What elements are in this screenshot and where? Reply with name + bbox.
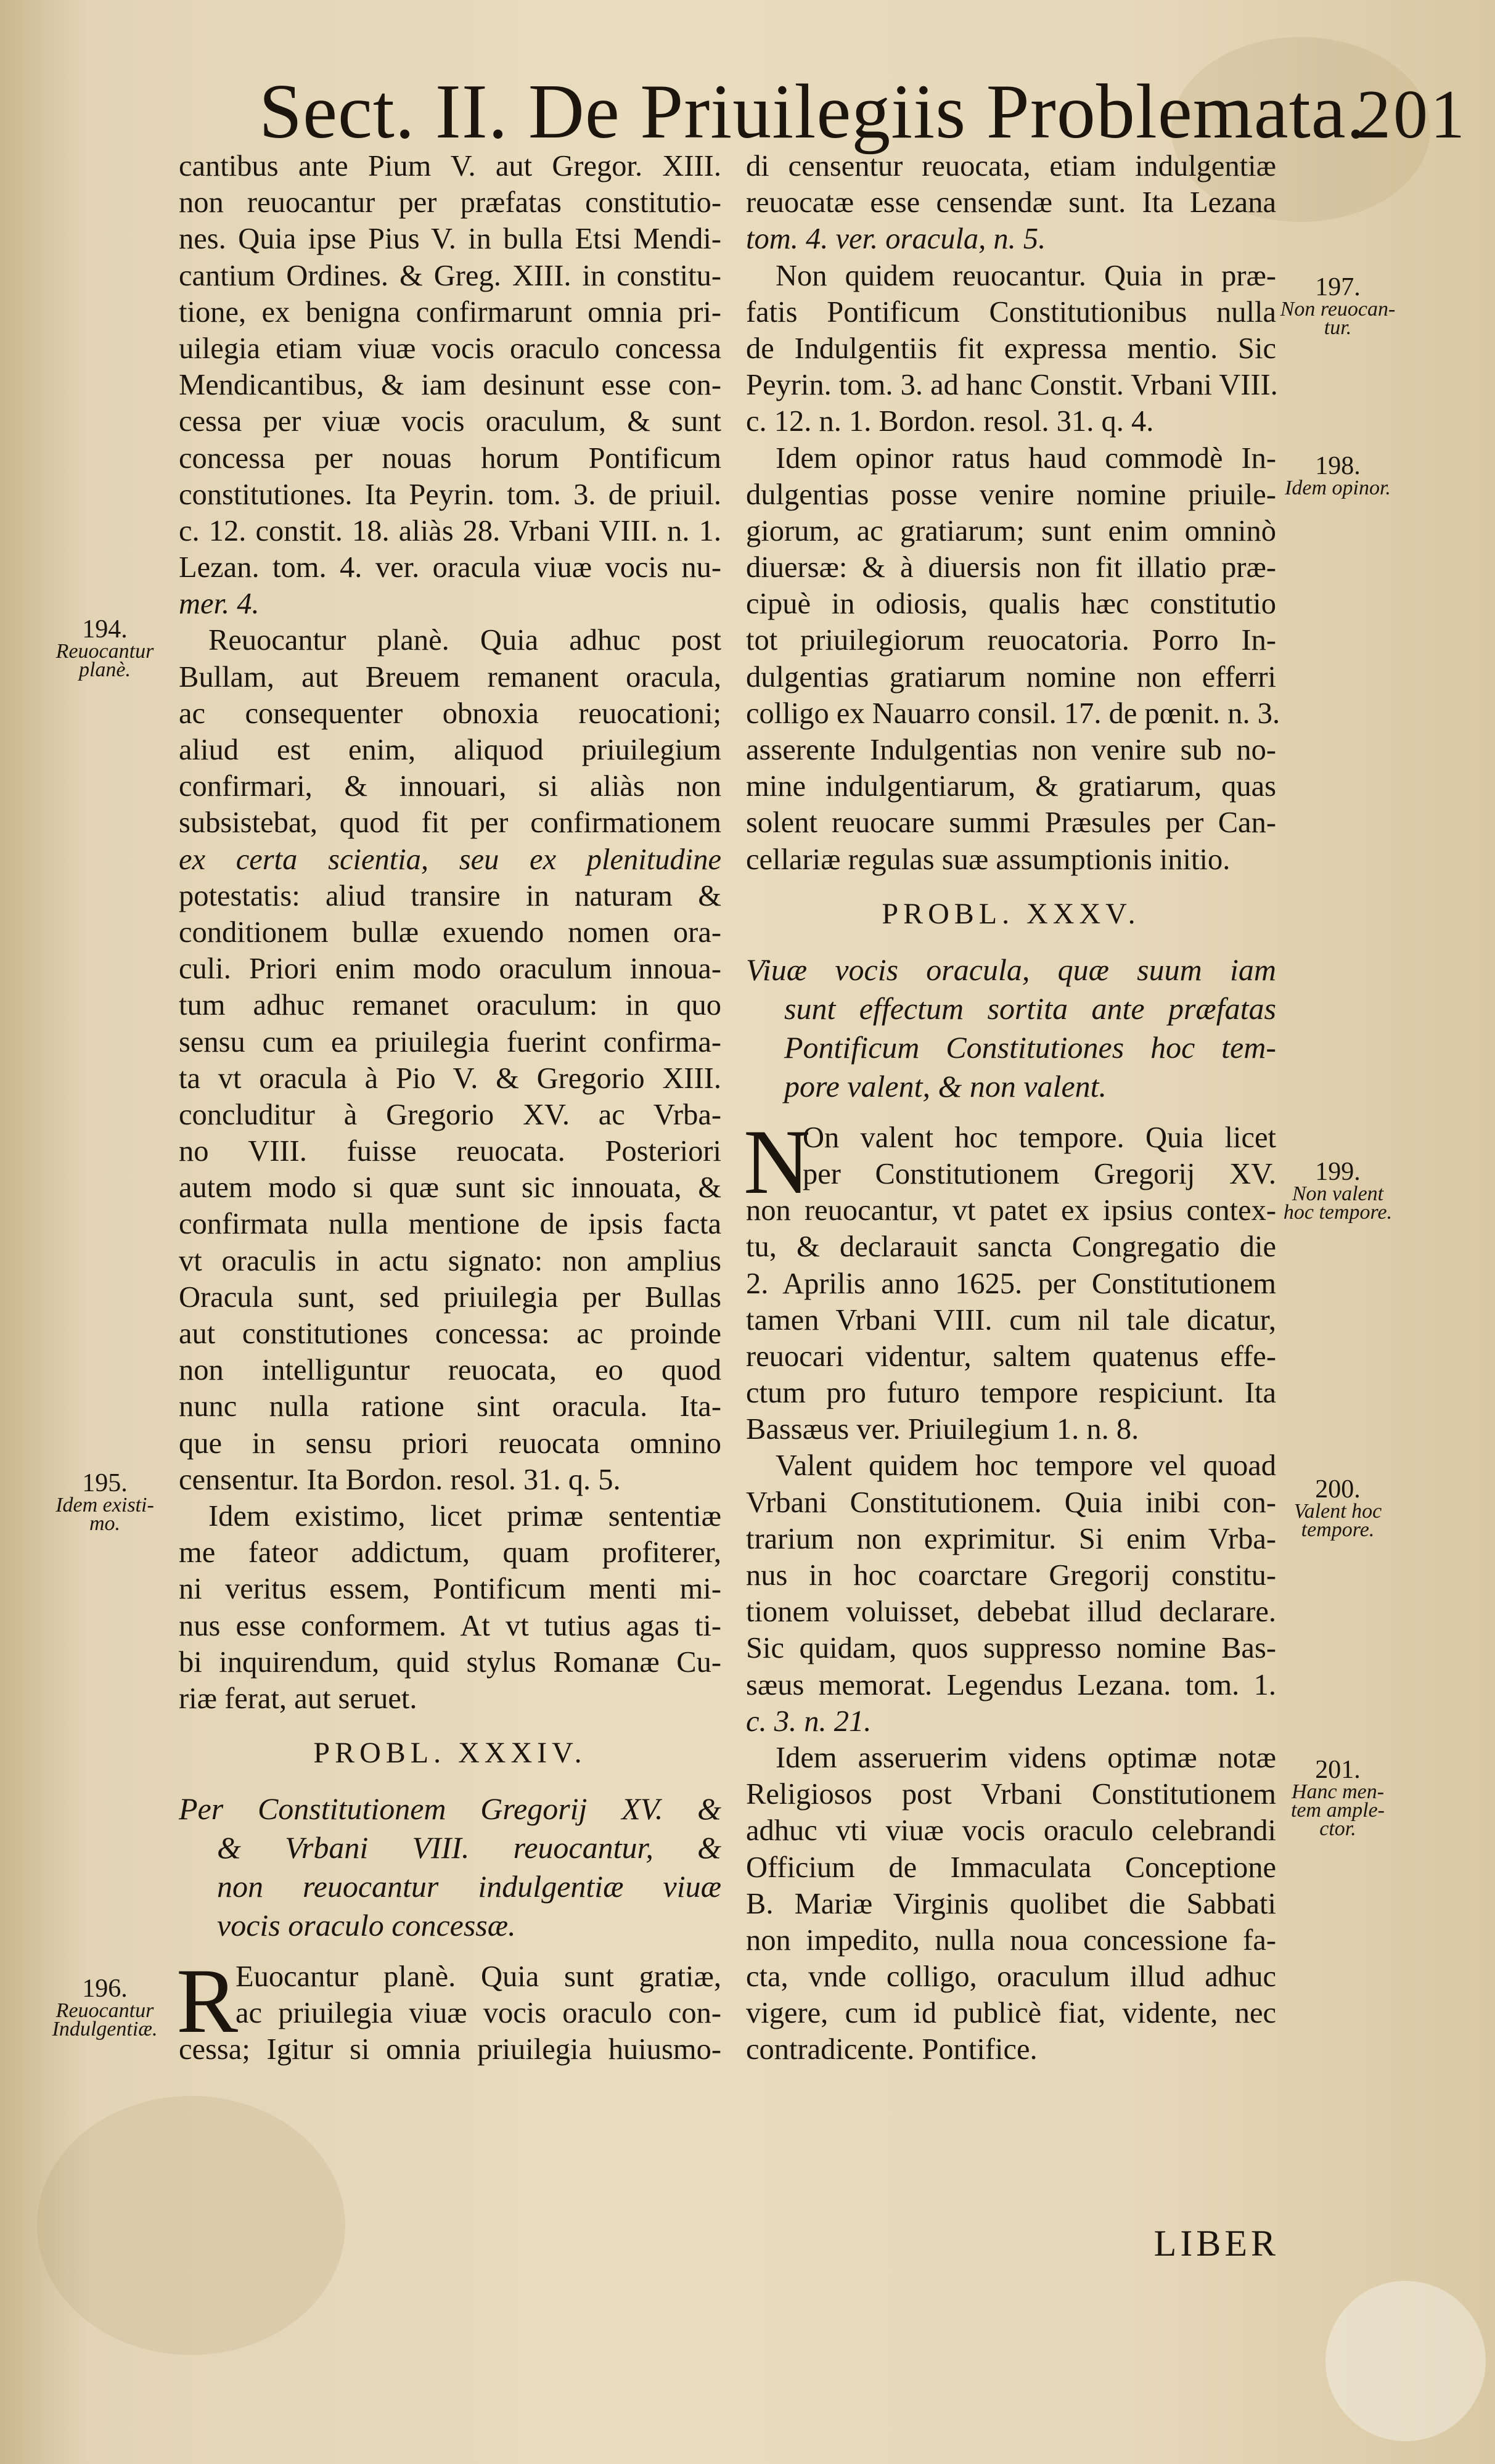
text-line: Mendicantibus, & iam desinunt esse con- xyxy=(179,369,721,402)
text-line: culi. Priori enim modo oraculum innoua- xyxy=(179,952,721,986)
text-line: aut constitutiones concessa: ac proinde xyxy=(179,1317,721,1350)
paragraph xyxy=(176,1950,721,2068)
text-line: que in sensu priori reuocata omnino xyxy=(179,1426,721,1460)
margin-note-text: Non reuocan- xyxy=(1280,298,1396,321)
text-line: reuocatæ esse censendæ sunt. Ita Lezana xyxy=(746,186,1276,219)
text-line: contradicente. Pontifice. xyxy=(746,2033,1038,2066)
text-line: tu, & declarauit sancta Congregatio die xyxy=(746,1230,1276,1264)
text-line: ac consequenter obnoxia reuocationi; xyxy=(179,697,721,730)
margin-note-text: Idem existi- xyxy=(55,1494,154,1516)
margin-note-number: 197. xyxy=(1315,273,1361,301)
text-line: dulgentias gratiarum nomine non efferri xyxy=(746,660,1276,694)
margin-note xyxy=(43,1976,166,2039)
text-line: trarium non exprimitur. Si enim Vrba- xyxy=(746,1522,1276,1555)
paragraph xyxy=(743,1110,1276,1448)
text-line: non reuocantur, vt patet ex ipsius contex- xyxy=(746,1194,1276,1227)
text-line: per Constitutionem Gregorij XV. xyxy=(803,1157,1276,1190)
margin-note-text: Valent hoc xyxy=(1293,1500,1382,1523)
margin-note-text: planè. xyxy=(78,658,131,681)
paper-stain xyxy=(37,2096,345,2355)
text-line: ta vt oracula à Pio V. & Gregorio XIII. xyxy=(179,1062,721,1095)
text-line: vt oraculis in actu signato: non amplius xyxy=(179,1244,721,1277)
margin-note-text: Idem opinor. xyxy=(1285,477,1391,499)
text-line: de Indulgentiis fit expressa mentio. Sic xyxy=(746,332,1276,365)
text-line: aliud est enim, aliquod priuilegium xyxy=(179,734,721,766)
text-line: non impedito, nulla noua concessione fa- xyxy=(746,1923,1276,1957)
text-line: vigere, cum id publicè fiat, vidente, nec xyxy=(746,1997,1276,2030)
text-line: subsistebat, quod fit per confirmationem xyxy=(179,806,721,840)
text-line: Euocantur planè. Quia sunt gratiæ, xyxy=(236,1960,721,1994)
text-line: cantium Ordines. & Greg. XIII. in constitu- xyxy=(179,259,721,292)
text-line: sunt effectum sortita ante præfatas xyxy=(784,991,1276,1026)
margin-note-number: 201. xyxy=(1315,1756,1361,1784)
text-line: fatis Pontificum Constitutionibus nulla xyxy=(746,295,1276,329)
text-line: giorum, ac gratiarum; sunt enim omninò xyxy=(746,514,1276,547)
margin-note-text: Reuocantur xyxy=(55,640,154,663)
margin-note-text: Hanc men- xyxy=(1291,1780,1385,1803)
text-line: tum adhuc remanet oraculum: in quo xyxy=(179,989,721,1022)
margin-note-text: Reuocantur xyxy=(55,1999,154,2022)
left-column xyxy=(176,148,721,2068)
text-line: reuocari videntur, saltem quatenus effe- xyxy=(746,1340,1276,1373)
paragraph xyxy=(746,1740,1276,2068)
text-line: c. 12. constit. 18. aliàs 28. Vrbani VIII. n. 1. xyxy=(179,514,721,547)
text-line: no VIII. fuisse reuocata. Posteriori xyxy=(179,1135,721,1168)
text-line: Idem existimo, licet primæ sententiæ xyxy=(208,1499,721,1533)
text-line: concessa per nouas horum Pontificum xyxy=(179,441,721,475)
margin-note-text: hoc tempore. xyxy=(1283,1201,1393,1224)
text-line: c. 3. n. 21. xyxy=(746,1705,872,1738)
text-line: uilegia etiam viuæ vocis oraculo concessa xyxy=(179,332,721,365)
margin-note-text: Non valent xyxy=(1292,1182,1384,1205)
right-column xyxy=(743,148,1280,2068)
text-line: ex certa scientia, seu ex plenitudine xyxy=(179,843,721,876)
problem-summary xyxy=(746,951,1276,1106)
text-line: Reuocantur planè. Quia adhuc post xyxy=(208,624,721,657)
text-line: solent reuocare summi Præsules per Can- xyxy=(746,806,1276,840)
text-line: conditionem bullæ exuendo nomen ora- xyxy=(179,915,721,949)
text-line: pore valent, & non valent. xyxy=(784,1068,1107,1103)
paragraph xyxy=(179,622,721,1498)
text-line: ac priuilegia viuæ vocis oraculo con- xyxy=(236,1997,721,2030)
text-line: cellariæ regulas suæ assumptionis initio. xyxy=(746,843,1231,876)
text-line: mer. 4. xyxy=(179,587,260,621)
text-line: cessa; Igitur si omnia priuilegia huiusmo- xyxy=(179,2033,721,2066)
text-line: Oracula sunt, sed priuilegia per Bullas xyxy=(179,1280,721,1314)
text-line: nus in hoc coarctare Gregorij constitu- xyxy=(746,1559,1276,1592)
running-title: Sect. II. De Priuilegiis Problemata. xyxy=(259,69,1367,155)
margin-note-number: 200. xyxy=(1315,1475,1361,1504)
text-line: dulgentias posse venire nomine priuile- xyxy=(746,478,1276,511)
paragraph xyxy=(179,148,721,622)
text-line: censentur. Ita Bordon. resol. 31. q. 5. xyxy=(179,1463,621,1496)
text-line: Sic quidam, quos suppresso nomine Bas- xyxy=(746,1632,1276,1665)
text-line: Idem opinor ratus haud commodè In- xyxy=(776,441,1276,475)
paper-tear xyxy=(1325,2281,1486,2441)
running-header xyxy=(259,68,1467,154)
text-line: nes. Quia ipse Pius V. in bulla Etsi Mendi- xyxy=(179,223,721,256)
text-line: constitutiones. Ita Peyrin. tom. 3. de priuil. xyxy=(179,478,721,511)
problem-summary xyxy=(179,1790,721,1945)
text-line: nunc nulla ratione sint oracula. Ita- xyxy=(179,1390,721,1423)
text-line: adhuc vti viuæ vocis oraculo celebrandi xyxy=(746,1814,1276,1848)
text-line: & Vrbani VIII. reuocantur, & xyxy=(217,1830,721,1865)
text-line: vocis oraculo concessæ. xyxy=(217,1908,516,1943)
text-line: riæ ferat, aut seruet. xyxy=(179,1682,417,1715)
margin-note-number: 199. xyxy=(1315,1158,1361,1186)
text-line: Non quidem reuocantur. Quia in præ- xyxy=(776,259,1276,292)
drop-capital: N xyxy=(743,1110,811,1213)
text-line: cessa per viuæ vocis oraculum, & sunt xyxy=(179,405,721,438)
text-line: On valent hoc tempore. Quia licet xyxy=(803,1121,1276,1154)
text-line: confirmata nulla mentione de ipsis facta xyxy=(179,1208,721,1241)
margin-note xyxy=(1276,1476,1399,1539)
margin-note-text: tur. xyxy=(1324,316,1352,339)
margin-note-text: tem ample- xyxy=(1290,1799,1385,1822)
text-line: non reuocantur per præfatas constitutio- xyxy=(179,186,721,219)
text-line: me fateor addictum, quam profiterer, xyxy=(179,1536,721,1570)
text-line: potestatis: aliud transire in naturam & xyxy=(179,879,721,912)
paragraph xyxy=(746,258,1276,440)
text-line: confirmari, & innouari, si aliàs non xyxy=(179,770,721,803)
text-line: sensu cum ea priuilegia fuerint confirma- xyxy=(179,1025,721,1058)
text-line: Bassæus ver. Priuilegium 1. n. 8. xyxy=(746,1413,1139,1446)
text-line: Valent quidem hoc tempore vel quoad xyxy=(776,1449,1276,1483)
text-line: cipuè in odiosis, qualis hæc constitutio xyxy=(746,587,1276,621)
text-line: c. 12. n. 1. Bordon. resol. 31. q. 4. xyxy=(746,405,1154,438)
text-line: di censentur reuocata, etiam indulgentiæ xyxy=(746,150,1276,182)
text-line: tom. 4. ver. oracula, n. 5. xyxy=(746,223,1046,256)
text-line: Viuæ vocis oracula, quæ suum iam xyxy=(746,952,1276,987)
margin-note xyxy=(1276,1757,1399,1838)
text-line: tot priuilegiorum reuocatoria. Porro In- xyxy=(746,624,1276,657)
margin-note-text: ctor. xyxy=(1319,1817,1356,1840)
text-line: tionem voluisset, debebat illud declarare. xyxy=(746,1595,1276,1629)
page-number: 201 xyxy=(1356,76,1467,153)
margin-note-number: 198. xyxy=(1315,452,1361,480)
margin-note-text: mo. xyxy=(89,1512,121,1535)
text-line: concluditur à Gregorio XV. ac Vrba- xyxy=(179,1098,721,1131)
text-line: Idem asseruerim videns optimæ notæ xyxy=(776,1741,1276,1774)
text-line: nus esse conformem. At vt tutius agas ti- xyxy=(179,1609,721,1642)
text-line: sæus memorat. Legendus Lezana. tom. 1. xyxy=(746,1668,1276,1701)
drop-capital: R xyxy=(176,1950,239,2053)
margin-note-number: 195. xyxy=(82,1469,128,1497)
problem-heading: PROBL. XXXV. xyxy=(882,897,1141,930)
text-line: ni veritus essem, Pontificum menti mi- xyxy=(179,1573,721,1606)
text-line: B. Mariæ Virginis quolibet die Sabbati xyxy=(746,1887,1276,1920)
text-line: non reuocantur indulgentiæ viuæ xyxy=(217,1869,721,1904)
text-line: Religiosos post Vrbani Constitutionem xyxy=(746,1778,1276,1811)
text-line: Pontificum Constitutiones hoc tem- xyxy=(784,1029,1276,1065)
text-line: Lezan. tom. 4. ver. oracula viuæ vocis nu- xyxy=(179,551,721,584)
paragraph xyxy=(746,148,1276,258)
text-line: cantibus ante Pium V. aut Gregor. XIII. xyxy=(179,150,721,182)
text-line: Vrbani Constitutionem. Quia inibi con- xyxy=(746,1486,1276,1519)
paragraph xyxy=(179,1498,721,1717)
margin-note xyxy=(1276,453,1399,497)
margin-note-text: Indulgentiæ. xyxy=(52,2018,158,2040)
text-line: Peyrin. tom. 3. ad hanc Constit. Vrbani VIII. xyxy=(746,369,1278,402)
text-line: tamen Vrbani VIII. cum nil tale dicatur, xyxy=(746,1303,1276,1336)
text-line: cta, vnde colligo, oraculum illud adhuc xyxy=(746,1960,1276,1994)
margin-note xyxy=(1276,1159,1399,1222)
text-line: colligo ex Nauarro consil. 17. de pœnit. n. 3. xyxy=(746,697,1280,730)
text-line: autem modo si quæ sunt sic innouata, & xyxy=(179,1171,721,1205)
margin-note xyxy=(1276,274,1399,337)
text-line: Bullam, aut Breuem remanent oracula, xyxy=(179,660,721,694)
margin-note-text: tempore. xyxy=(1301,1518,1375,1541)
paragraph xyxy=(746,440,1280,878)
margin-note xyxy=(43,616,166,679)
margin-note-number: 194. xyxy=(82,615,128,644)
problem-heading: PROBL. XXXIV. xyxy=(313,1737,587,1770)
text-line: diuersæ: & à diuersis non fit illatio præ- xyxy=(746,551,1276,584)
text-line: non intelliguntur reuocata, eo quod xyxy=(179,1354,721,1387)
text-line: ctum pro futuro tempore respiciunt. Ita xyxy=(746,1377,1276,1410)
catchword: LIBER xyxy=(1153,2223,1279,2264)
text-line: tione, ex benigna confirmarunt omnia pri- xyxy=(179,295,721,329)
text-line: bi inquirendum, quid stylus Romanæ Cu- xyxy=(179,1645,721,1679)
text-line: asserente Indulgentias non venire sub no- xyxy=(746,734,1276,766)
margin-note-number: 196. xyxy=(82,1975,128,2003)
text-line: mine indulgentiarum, & gratiarum, quas xyxy=(746,770,1276,803)
paragraph xyxy=(746,1447,1276,1740)
margin-note xyxy=(43,1470,166,1533)
text-line: Officium de Immaculata Conceptione xyxy=(746,1851,1276,1884)
text-line: Per Constitutionem Gregorij XV. & xyxy=(179,1791,721,1827)
text-line: 2. Aprilis anno 1625. per Constitutionem xyxy=(746,1267,1276,1300)
